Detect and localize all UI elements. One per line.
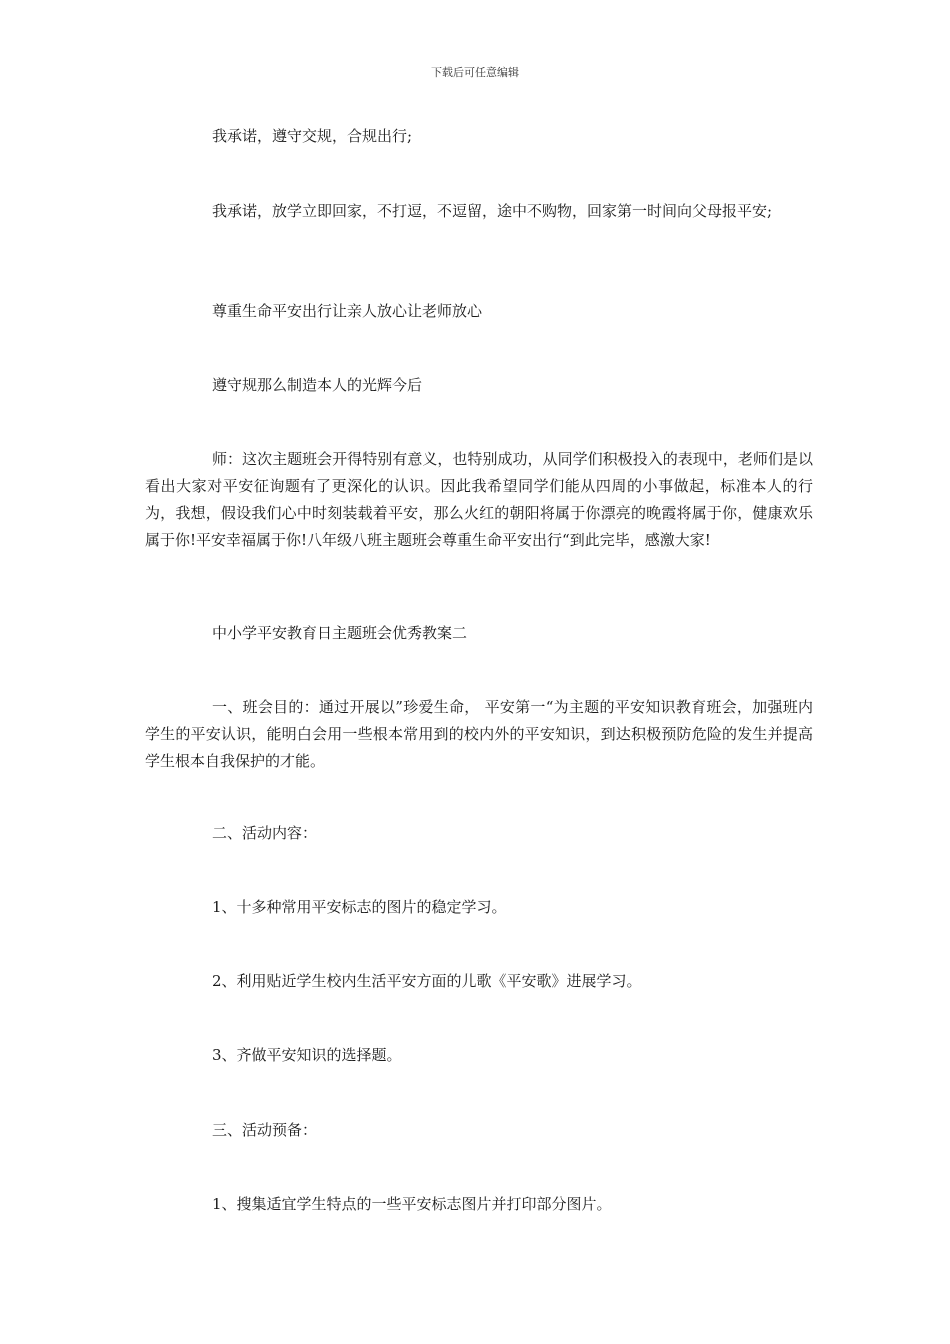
list-item-content-1: 1、十多种常用平安标志的图片的稳定学习。: [212, 898, 507, 916]
heading-activity-preparation: 三、活动预备：: [212, 1121, 318, 1139]
page-header: 下载后可任意编辑: [431, 66, 519, 79]
heading-activity-content: 二、活动内容：: [212, 824, 318, 842]
list-item-preparation-1: 1、搜集适宜学生特点的一些平安标志图片并打印部分图片。: [212, 1195, 612, 1213]
paragraph-meeting-purpose: 一、班会目的：通过开展以”珍爱生命， 平安第一“为主题的平安知识教育班会，加强班内学生的平安认识，能明白会用一些根本常用到的校内外的平安知识，到达积极预防危险的发生并提高学生根本自我保护的才能。: [145, 698, 813, 770]
paragraph-teacher-summary: 师：这次主题班会开得特别有意义，也特别成功，从同学们积极投入的表现中，老师们是以看出大家对平安征询题有了更深化的认识。因此我希望同学们能从四周的小事做起，标准本人的行为，我想，假设我们心中时刻装载着平安，那么火红的朝阳将属于你漂亮的晚霞将属于你，健康欢乐属于你!平安幸福属于你!八年级八班主题班会尊重生命平安出行“到此完毕，感激大家!: [145, 450, 813, 549]
paragraph-slogan-respect: 尊重生命平安出行让亲人放心让老师放心: [212, 302, 483, 320]
paragraph-promise-home: 我承诺，放学立即回家，不打逗，不逗留，途中不购物，回家第一时间向父母报平安;: [212, 202, 773, 220]
paragraph-promise-traffic: 我承诺，遵守交规，合规出行;: [212, 127, 413, 145]
paragraph-slogan-rules: 遵守规那么制造本人的光辉今后: [212, 376, 423, 394]
section-title-lesson-two: 中小学平安教育日主题班会优秀教案二: [212, 624, 468, 642]
list-item-content-2: 2、利用贴近学生校内生活平安方面的儿歌《平安歌》进展学习。: [212, 972, 642, 990]
list-item-content-3: 3、齐做平安知识的选择题。: [212, 1046, 402, 1064]
